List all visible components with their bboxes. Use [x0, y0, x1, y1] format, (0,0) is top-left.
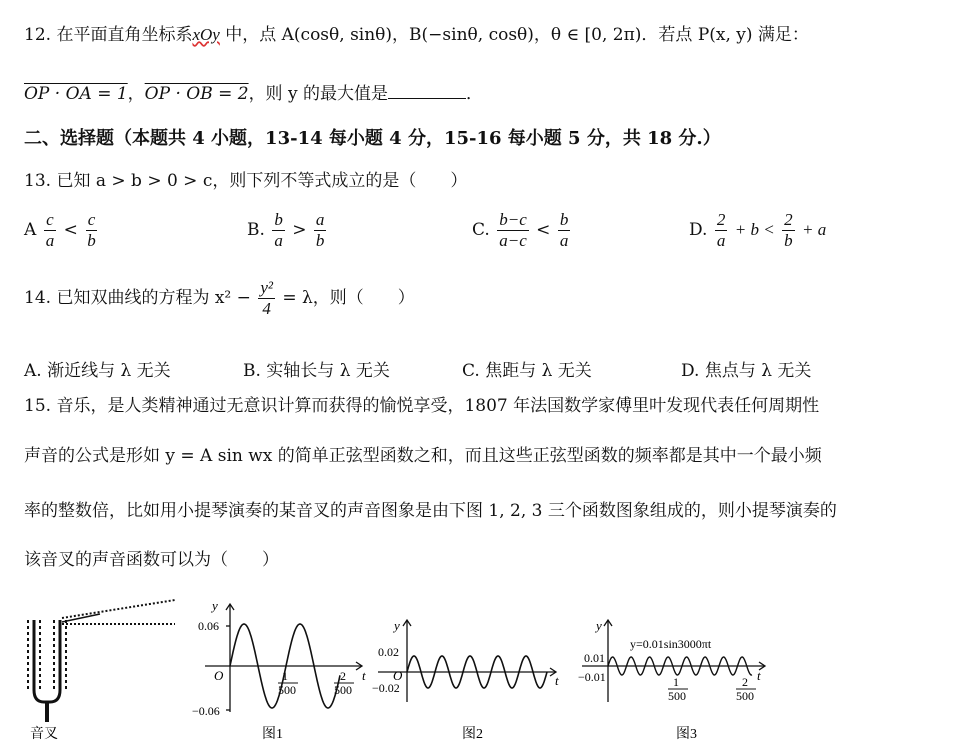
q13-d-label: D. — [689, 220, 708, 240]
q15-line4: 该音叉的声音函数可以为（ ） — [24, 550, 279, 570]
q13-b-label: B. — [247, 220, 265, 240]
fig1-origin: O — [214, 668, 224, 683]
q13-d-den2: b — [784, 231, 793, 250]
q13-a-label: A — [24, 220, 37, 240]
fig3-y-axis: y — [596, 618, 602, 633]
q15-line1: 15. 音乐，是人类精神通过无意识计算而获得的愉悦享受，1807 年法国数学家傅里叶发现代表任何周期性 — [24, 396, 820, 416]
q13-option-b[interactable] — [247, 210, 328, 251]
q13-b-num2: a — [315, 210, 325, 229]
fig2-origin: O — [393, 668, 403, 683]
q13-a-den2: b — [87, 231, 96, 250]
fig3-formula: y=0.01sin3000πt — [630, 637, 712, 651]
fig3-x1-den: 500 — [668, 689, 686, 703]
q13-c-den2: a — [559, 231, 569, 250]
q13-a-den1: a — [45, 231, 55, 250]
q14-post: = λ，则（ ） — [282, 288, 415, 308]
q13-d-mid: + b < — [734, 220, 775, 239]
q12-line2 — [24, 84, 483, 103]
q13-b-den1: a — [274, 231, 283, 250]
q13-d-num2: 2 — [784, 210, 793, 229]
fig1-caption: 图1 — [262, 727, 283, 740]
q13-b-op: > — [292, 220, 307, 240]
fig1-y-axis: y — [212, 598, 218, 613]
fig3-x2-num: 2 — [742, 675, 748, 689]
q13-c-num2: b — [559, 210, 569, 229]
q14-num: y² — [260, 278, 273, 297]
q14-option-b[interactable]: B. 实轴长与 λ 无关 — [243, 361, 390, 381]
q15-figures — [0, 590, 965, 740]
q13-b-den2: b — [315, 231, 325, 250]
fig1-ytick-pos: 0.06 — [198, 619, 219, 633]
q13-stem: 13. 已知 a > b > 0 > c，则下列不等式成立的是（ ） — [24, 171, 468, 191]
q12-answer-blank[interactable] — [388, 84, 466, 99]
q13-c-label: C. — [472, 220, 490, 240]
q14-option-c[interactable]: C. 焦距与 λ 无关 — [462, 361, 592, 381]
q13-b-num1: b — [274, 210, 283, 229]
fig2-ytick-neg: −0.02 — [372, 681, 400, 695]
q13-option-a[interactable] — [24, 210, 100, 251]
q14-den: 4 — [262, 299, 271, 318]
fig3-caption: 图3 — [676, 727, 697, 740]
tuning-fork-label: 音叉 — [30, 727, 58, 740]
fig1-ytick-neg: −0.06 — [192, 704, 220, 718]
q12-line1 — [24, 26, 809, 44]
fig1-x1-num: 1 — [282, 669, 288, 683]
q13-option-d[interactable] — [689, 210, 826, 251]
q13-d-num1: 2 — [716, 210, 726, 229]
q13-c-den1: a−c — [499, 231, 527, 250]
q12-line1-text: 12. 在平面直角坐标系 — [24, 25, 193, 45]
fig2-caption: 图2 — [462, 727, 483, 740]
q13-d-den1: a — [716, 231, 726, 250]
q14-stem — [24, 278, 415, 319]
q15-line2: 声音的公式是形如 y = A sin wx 的简单正弦型函数之和，而且这些正弦型函数的频率都是其中一个最小频 — [24, 446, 822, 466]
fig1-x-axis: t — [362, 668, 366, 683]
q13-a-num1: c — [46, 210, 54, 229]
q13-c-num1: b−c — [499, 210, 527, 229]
fig3-x-axis: t — [757, 668, 761, 683]
q12-tail: ，则 y 的最大值是 — [248, 84, 388, 104]
fig3-x2-den: 500 — [736, 689, 754, 703]
q14-pre: 14. 已知双曲线的方程为 x² − — [24, 288, 251, 308]
fig3-x1-num: 1 — [673, 675, 679, 689]
fig1-x2-num: 2 — [340, 669, 346, 683]
q14-option-d[interactable]: D. 焦点与 λ 无关 — [681, 361, 812, 381]
tuning-fork-illustration — [28, 600, 175, 722]
fig2-x-axis: t — [555, 673, 559, 688]
q12-xoy: xOy — [192, 25, 220, 44]
fig2-ytick-pos: 0.02 — [378, 645, 399, 659]
q12-dot1: OP · OA = 1 — [24, 84, 128, 104]
q12-dot2: OP · OB = 2 — [144, 84, 249, 104]
fig1-x2-den: 500 — [334, 683, 352, 697]
q13-option-c[interactable] — [472, 210, 572, 251]
q12-end: ． — [465, 84, 483, 104]
fig3-ytick-pos: 0.01 — [584, 651, 605, 665]
q14-option-a[interactable]: A. 渐近线与 λ 无关 — [24, 361, 171, 381]
q12-line1b-text: 中，点 A(cosθ, sinθ)，B(−sinθ, cosθ)，θ ∈ [0, 2π)．若点 P(x, y) 满足： — [219, 25, 809, 45]
fig2-y-axis: y — [394, 618, 400, 633]
q12-sep: ， — [127, 84, 145, 104]
fig3-ytick-neg: −0.01 — [578, 670, 606, 684]
q13-c-op: < — [536, 220, 551, 240]
q13-d-tail: + a — [802, 220, 827, 239]
section-heading: 二、选择题（本题共 4 小题，13-14 每小题 4 分，15-16 每小题 5 分，共 18 分.） — [24, 128, 721, 149]
q13-a-num2: c — [87, 210, 96, 229]
fig1-x1-den: 500 — [278, 683, 296, 697]
q15-line3: 率的整数倍，比如用小提琴演奏的某音叉的声音图象是由下图 1, 2, 3 三个函数图象组成的，则小提琴演奏的 — [24, 501, 837, 521]
q13-a-op: < — [63, 220, 78, 240]
